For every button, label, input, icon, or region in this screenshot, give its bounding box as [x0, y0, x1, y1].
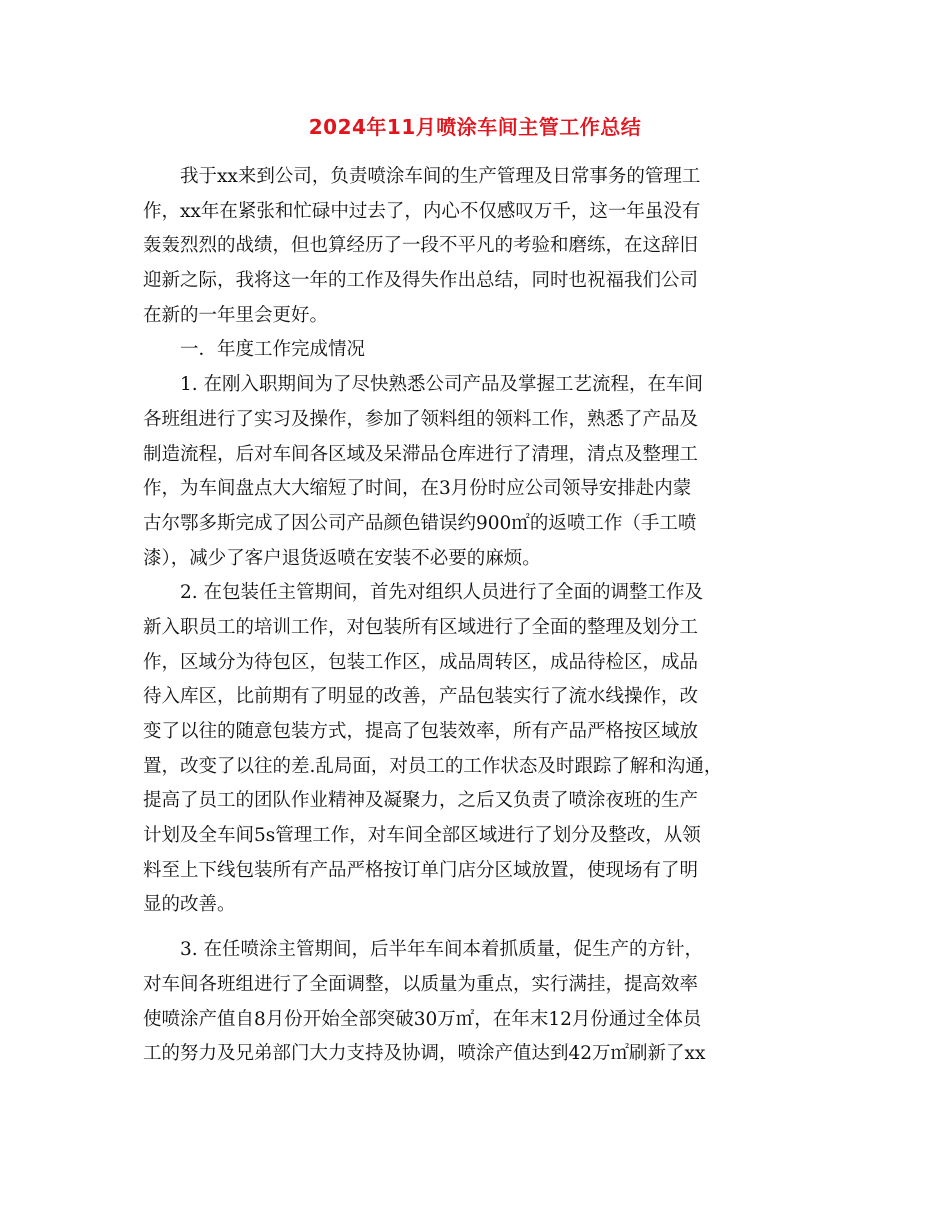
section-heading: 一．年度工作完成情况: [143, 339, 366, 361]
body-line: 古尔鄂多斯完成了因公司产品颜色错误约900㎡的返喷工作（手工喷: [143, 512, 697, 534]
body-line: 我于xx来到公司，负责喷涂车间的生产管理及日常事务的管理工: [143, 166, 701, 187]
body-line: 制造流程，后对车间各区域及呆滞品仓库进行了清理，清点及整理工: [143, 443, 699, 465]
body-line: 变了以往的随意包装方式，提高了包装效率，所有产品严格按区域放: [143, 721, 699, 742]
body-line: 作，xx年在紧张和忙碌中过去了，内心不仅感叹万千，这一年虽没有: [143, 200, 701, 222]
body-line: 在新的一年里会更好。: [143, 304, 329, 326]
body-line: 各班组进行了实习及操作，参加了领料组的领料工作，熟悉了产品及: [143, 408, 699, 430]
body-line: 作，区域分为待包区，包装工作区，成品周转区，成品待检区，成品: [143, 651, 699, 673]
body-line: 新入职员工的培训工作，对包装所有区域进行了全面的整理及划分工: [143, 616, 699, 638]
body-line: 迎新之际，我将这一年的工作及得失作出总结，同时也祝福我们公司: [143, 270, 699, 292]
body-line: 作，为车间盘点大大缩短了时间，在3月份时应公司领导安排赴内蒙: [143, 478, 692, 500]
body-line: 工的努力及兄弟部门大力支持及协调，喷涂产值达到42万㎡刷新了xx: [143, 1043, 706, 1065]
body-line: 3. 在任喷涂主管期间，后半年车间本着抓质量，促生产的方针，: [143, 939, 704, 961]
body-line: 提高了员工的团队作业精神及凝聚力，之后又负责了喷涂夜班的生产: [143, 790, 699, 812]
body-line: 漆），减少了客户退货返喷在安装不必要的麻烦。: [143, 547, 541, 569]
document-body: [143, 160, 823, 1072]
paragraph-gap: [143, 923, 823, 933]
body-line: 使喷涂产值自8月份开始全部突破30万㎡，在年末12月份通过全体员: [143, 1008, 702, 1030]
body-line: 显的改善。: [143, 894, 236, 916]
document-title: 2024年11月喷涂车间主管工作总结: [308, 115, 642, 139]
body-line: 1. 在刚入职期间为了尽快熟悉公司产品及掌握工艺流程，在车间: [143, 374, 704, 396]
body-line: 2. 在包装任主管期间，首先对组织人员进行了全面的调整工作及: [143, 582, 704, 604]
body-line: 轰轰烈烈的战绩，但也算经历了一段不平凡的考验和磨练，在这辞旧: [143, 235, 699, 257]
body-line: 对车间各班组进行了全面调整，以质量为重点，实行满挂，提高效率: [143, 973, 699, 995]
body-line: 料至上下线包装所有产品严格按订单门店分区域放置，使现场有了明: [143, 859, 699, 881]
body-line: 置，改变了以往的差.乱局面，对员工的工作状态及时跟踪了解和沟通，: [143, 755, 723, 777]
body-line: 计划及全车间5s管理工作，对车间全部区域进行了划分及整改，从领: [143, 825, 701, 847]
body-line: 待入库区，比前期有了明显的改善，产品包装实行了流水线操作，改: [143, 686, 699, 708]
